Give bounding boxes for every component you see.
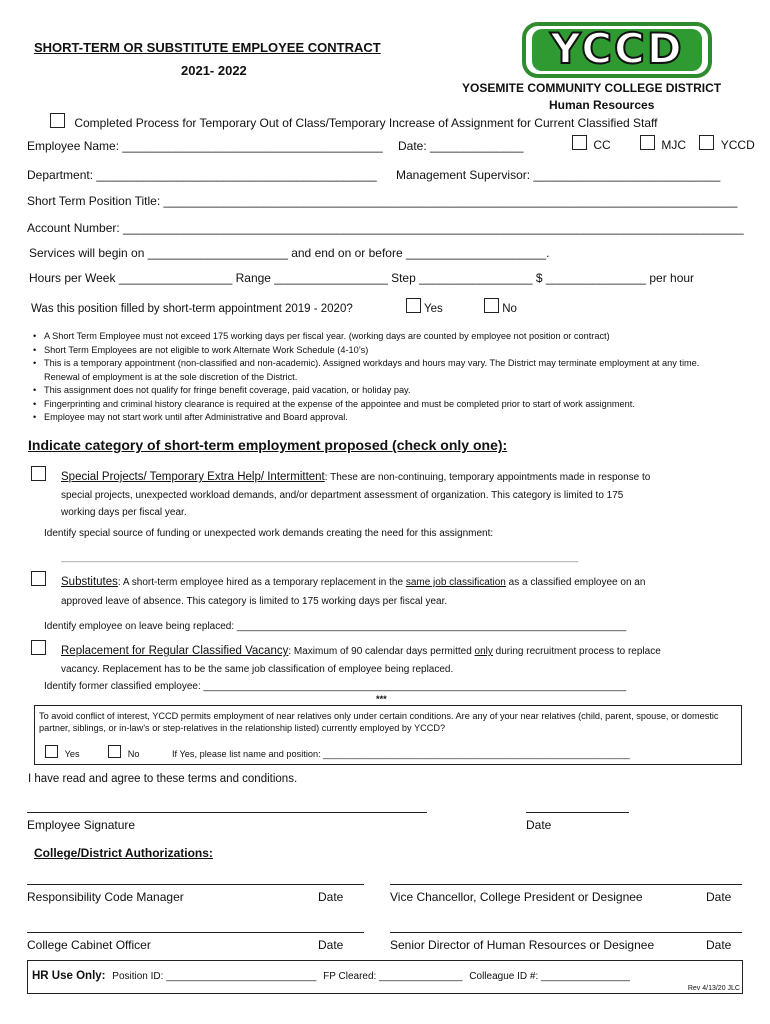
cc-label: CC	[593, 138, 611, 152]
filled-no-label: No	[502, 303, 517, 315]
filled-yes-option	[406, 298, 443, 315]
senior-director-signature-line[interactable]	[390, 932, 742, 933]
hr-colleague-id-field[interactable]: Colleague ID #: ________________	[469, 971, 630, 982]
cabinet-officer-date-label: Date	[318, 938, 344, 952]
position-title-field[interactable]: Short Term Position Title: ______________________________________________________________________________________	[27, 194, 738, 208]
replacement-checkbox[interactable]	[31, 640, 46, 655]
special-identify-line[interactable]: _____________________________________________________________________________________________	[61, 552, 579, 563]
yccd-checkbox[interactable]	[699, 135, 714, 150]
replacement-line-2: vacancy. Replacement has to be the same job classification of employee being replaced.	[61, 664, 454, 675]
authorizations-heading: College/District Authorizations:	[34, 846, 213, 860]
department-field[interactable]: Department: __________________________________________	[27, 168, 377, 182]
filled-yes-label: Yes	[424, 303, 443, 315]
vice-chancellor-label: Vice Chancellor, College President or Designee	[390, 890, 643, 904]
vice-chancellor-signature-line[interactable]	[390, 884, 742, 885]
rules-list	[30, 330, 730, 425]
conflict-no-checkbox[interactable]	[108, 745, 121, 758]
rule-item: • Fingerprinting and criminal history clearance is required at the expense of the appointee and must be completed prior to start of work assignment.	[30, 398, 730, 412]
special-projects-line-2: special projects, unexpected workload demands, and/or department assessment of organization. This category is limited to 175	[61, 490, 624, 501]
department-name: Human Resources	[549, 98, 655, 112]
logo-text: YCCD	[550, 24, 684, 73]
replacement-line-1	[61, 645, 661, 657]
hr-fields	[32, 970, 630, 982]
special-projects-desc: : These are non-continuing, temporary appointments made in response to	[324, 472, 651, 483]
completed-process-checkbox[interactable]	[50, 113, 65, 128]
conflict-yes-checkbox[interactable]	[45, 745, 58, 758]
same-job-classification: same job classification	[405, 577, 506, 588]
filled-yes-checkbox[interactable]	[406, 298, 421, 313]
hr-use-only-box	[27, 960, 743, 994]
special-projects-checkbox[interactable]	[31, 466, 46, 481]
conflict-options	[45, 745, 630, 759]
replacement-desc: : Maximum of 90 calendar days permitted	[288, 646, 475, 657]
cc-checkbox[interactable]	[572, 135, 587, 150]
yccd-label: YCCD	[720, 138, 755, 152]
special-projects-line-1	[61, 471, 650, 483]
form-year: 2021- 2022	[181, 63, 247, 78]
employee-signature-line[interactable]	[27, 812, 427, 813]
mjc-checkbox[interactable]	[640, 135, 655, 150]
resp-manager-label: Responsibility Code Manager	[27, 890, 184, 904]
conflict-no-label: No	[127, 749, 140, 759]
substitutes-checkbox[interactable]	[31, 571, 46, 586]
hr-fp-cleared-field[interactable]: FP Cleared: _______________	[323, 971, 463, 982]
employee-date-label: Date	[526, 818, 552, 832]
filled-no-checkbox[interactable]	[484, 298, 499, 313]
substitutes-line-1	[61, 576, 645, 588]
senior-director-date-label: Date	[706, 938, 732, 952]
substitutes-title: Substitutes	[61, 576, 118, 588]
category-heading: Indicate category of short-term employment proposed (check only one):	[28, 437, 508, 453]
hr-use-only-label: HR Use Only:	[32, 970, 106, 982]
conflict-of-interest-box	[34, 705, 742, 765]
resp-manager-date-label: Date	[318, 890, 344, 904]
cabinet-officer-signature-line[interactable]	[27, 932, 364, 933]
completed-process-label: Completed Process for Temporary Out of Class/Temporary Increase of Assignment for Current Classified Staff	[74, 116, 658, 130]
campus-options	[572, 135, 755, 152]
hr-position-id-field[interactable]: Position ID: ___________________________	[112, 971, 317, 982]
replacement-title: Replacement for Regular Classified Vacancy	[61, 645, 289, 657]
rule-item: • A Short Term Employee must not exceed 175 working days per fiscal year. (working days are counted by employee not position or contract)	[30, 330, 730, 344]
replacement-desc-end: during recruitment process to replace	[492, 646, 661, 657]
filled-no-option	[484, 298, 517, 315]
mjc-label: MJC	[661, 138, 687, 152]
special-projects-line-3: working days per fiscal year.	[61, 507, 187, 518]
employee-name-field[interactable]: Employee Name: _______________________________________	[27, 139, 383, 153]
cabinet-officer-label: College Cabinet Officer	[27, 938, 151, 952]
substitutes-line-2: approved leave of absence. This category is limited to 175 working days per fiscal year.	[61, 596, 448, 607]
substitutes-identify-field[interactable]: Identify employee on leave being replaced: ______________________________________________________________________	[44, 621, 627, 632]
substitutes-desc: : A short-term employee hired as a temporary replacement in the	[117, 577, 406, 588]
rule-item: • Short Term Employees are not eligible to work Alternate Work Schedule (4-10’s)	[30, 344, 730, 358]
replacement-only: only	[474, 646, 493, 657]
resp-manager-signature-line[interactable]	[27, 884, 364, 885]
date-field[interactable]: Date: ______________	[398, 139, 524, 153]
rule-item: • This is a temporary appointment (non-classified and non-academic). Assigned workdays and hours may vary. The District may terminate employment at any time. Renewal of employment is at the sole discretion of the District.	[30, 357, 730, 384]
vice-chancellor-date-label: Date	[706, 890, 732, 904]
special-projects-title: Special Projects/ Temporary Extra Help/ Intermittent	[61, 471, 325, 483]
completed-process-row	[50, 113, 657, 130]
senior-director-label: Senior Director of Human Resources or Designee	[390, 938, 655, 952]
form-title: SHORT-TERM OR SUBSTITUTE EMPLOYEE CONTRACT	[34, 40, 381, 55]
employee-date-line[interactable]	[526, 812, 629, 813]
conflict-text: To avoid conflict of interest, YCCD permits employment of near relatives only under certain conditions. Are any of your near relatives (child, parent, spouse, or domestic partner, siblings, or in-law’s or step-relatives in the relationship listed) currently employed by YCCD?	[39, 711, 719, 733]
hours-range-step-field[interactable]: Hours per Week _________________ Range _________________ Step _________________ $ _______________ per hour	[29, 271, 695, 285]
filled-question-label: Was this position filled by short-term appointment 2019 - 2020?	[31, 303, 353, 315]
yccd-logo	[522, 22, 712, 78]
agreement-statement: I have read and agree to these terms and conditions.	[28, 773, 298, 785]
district-name: YOSEMITE COMMUNITY COLLEGE DISTRICT	[462, 81, 722, 95]
replacement-identify-field[interactable]: Identify former classified employee: ____________________________________________________________________________	[44, 681, 627, 692]
rule-item: • Employee may not start work until after Administrative and Board approval.	[30, 411, 730, 425]
employee-signature-label: Employee Signature	[27, 818, 136, 832]
conflict-if-yes-field[interactable]: If Yes, please list name and position: ____________________________________________________________	[172, 749, 630, 759]
conflict-yes-label: Yes	[64, 749, 80, 759]
rule-item: • This assignment does not qualify for fringe benefit coverage, paid vacation, or holiday pay.	[30, 384, 730, 398]
substitutes-desc-end: as a classified employee on an	[505, 577, 646, 588]
stars-divider: ***	[376, 694, 387, 704]
management-supervisor-field[interactable]: Management Supervisor: ____________________________	[396, 168, 721, 182]
special-identify-label: Identify special source of funding or unexpected work demands creating the need for this assignment:	[44, 528, 494, 539]
account-number-field[interactable]: Account Number: _____________________________________________________________________________________________	[27, 221, 744, 235]
revision-note: Rev 4/13/20 JLC	[687, 985, 740, 992]
services-dates-field[interactable]: Services will begin on _____________________ and end on or before _____________________.	[29, 246, 550, 260]
